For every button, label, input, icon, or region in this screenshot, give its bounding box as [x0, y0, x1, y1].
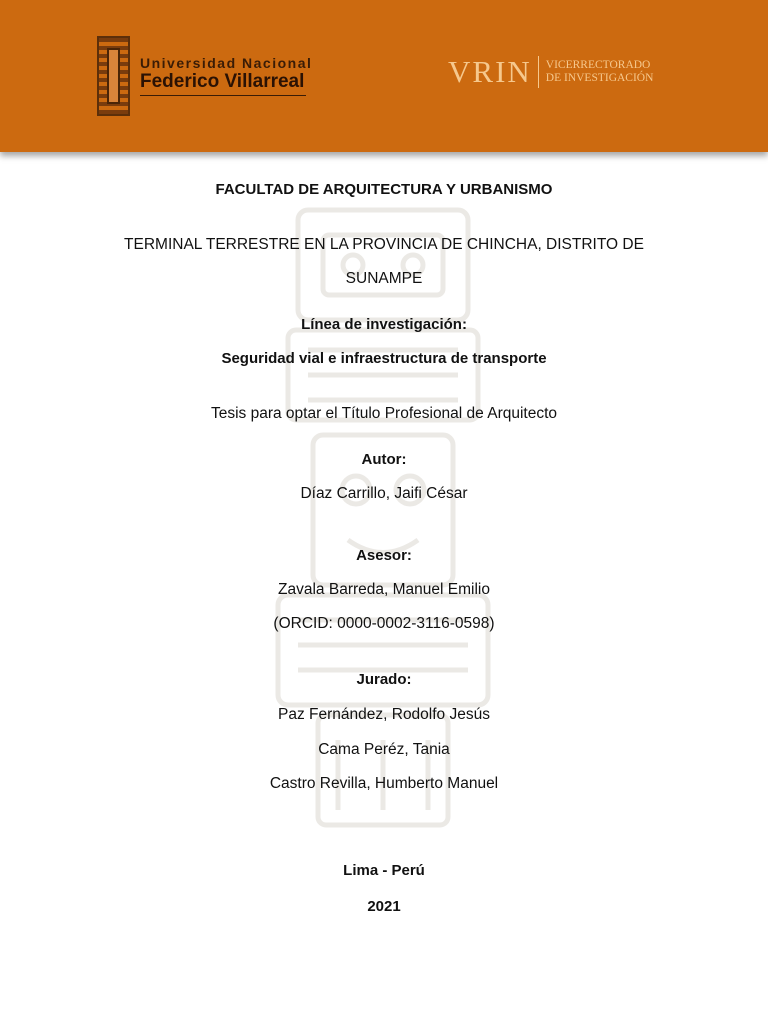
jury-member: Paz Fernández, Rodolfo Jesús — [278, 706, 490, 723]
university-crest-icon — [97, 36, 130, 116]
vrin-separator — [538, 56, 539, 88]
university-name-line2: Federico Villarreal — [140, 71, 305, 92]
vrin-logo — [448, 54, 653, 90]
place: Lima - Perú — [343, 862, 425, 879]
faculty-heading: FACULTAD DE ARQUITECTURA Y URBANISMO — [215, 181, 553, 198]
jury-label: Jurado: — [356, 671, 412, 688]
jury-member: Castro Revilla, Humberto Manuel — [269, 775, 499, 792]
advisor-label: Asesor: — [356, 547, 412, 564]
vrin-subtitle — [546, 59, 654, 85]
vrin-subtitle-line1: VICERRECTORADO — [545, 58, 651, 71]
year: 2021 — [367, 898, 401, 915]
author-name: Díaz Carrillo, Jaifi César — [300, 485, 468, 502]
thesis-title-line2: SUNAMPE — [345, 270, 423, 287]
vrin-wordmark: VRIN — [448, 54, 532, 89]
advisor-orcid: (ORCID: 0000-0002-3116-0598) — [273, 615, 495, 632]
logo-divider — [140, 95, 306, 96]
university-name-line1: Universidad Nacional — [140, 55, 313, 71]
author-label: Autor: — [361, 451, 407, 468]
jury-member: Cama Peréz, Tania — [318, 741, 450, 758]
header-banner — [0, 0, 768, 152]
degree-statement: Tesis para optar el Título Profesional de Arquitecto — [210, 405, 558, 422]
research-line-value: Seguridad vial e infraestructura de transporte — [221, 350, 547, 367]
university-logo — [97, 36, 312, 116]
research-line-label: Línea de investigación: — [301, 316, 467, 333]
advisor-name: Zavala Barreda, Manuel Emilio — [278, 581, 490, 598]
thesis-title-line1: TERMINAL TERRESTRE EN LA PROVINCIA DE CHINCHA, DISTRITO DE — [124, 236, 644, 253]
vrin-subtitle-line2: DE INVESTIGACIÓN — [545, 72, 654, 84]
